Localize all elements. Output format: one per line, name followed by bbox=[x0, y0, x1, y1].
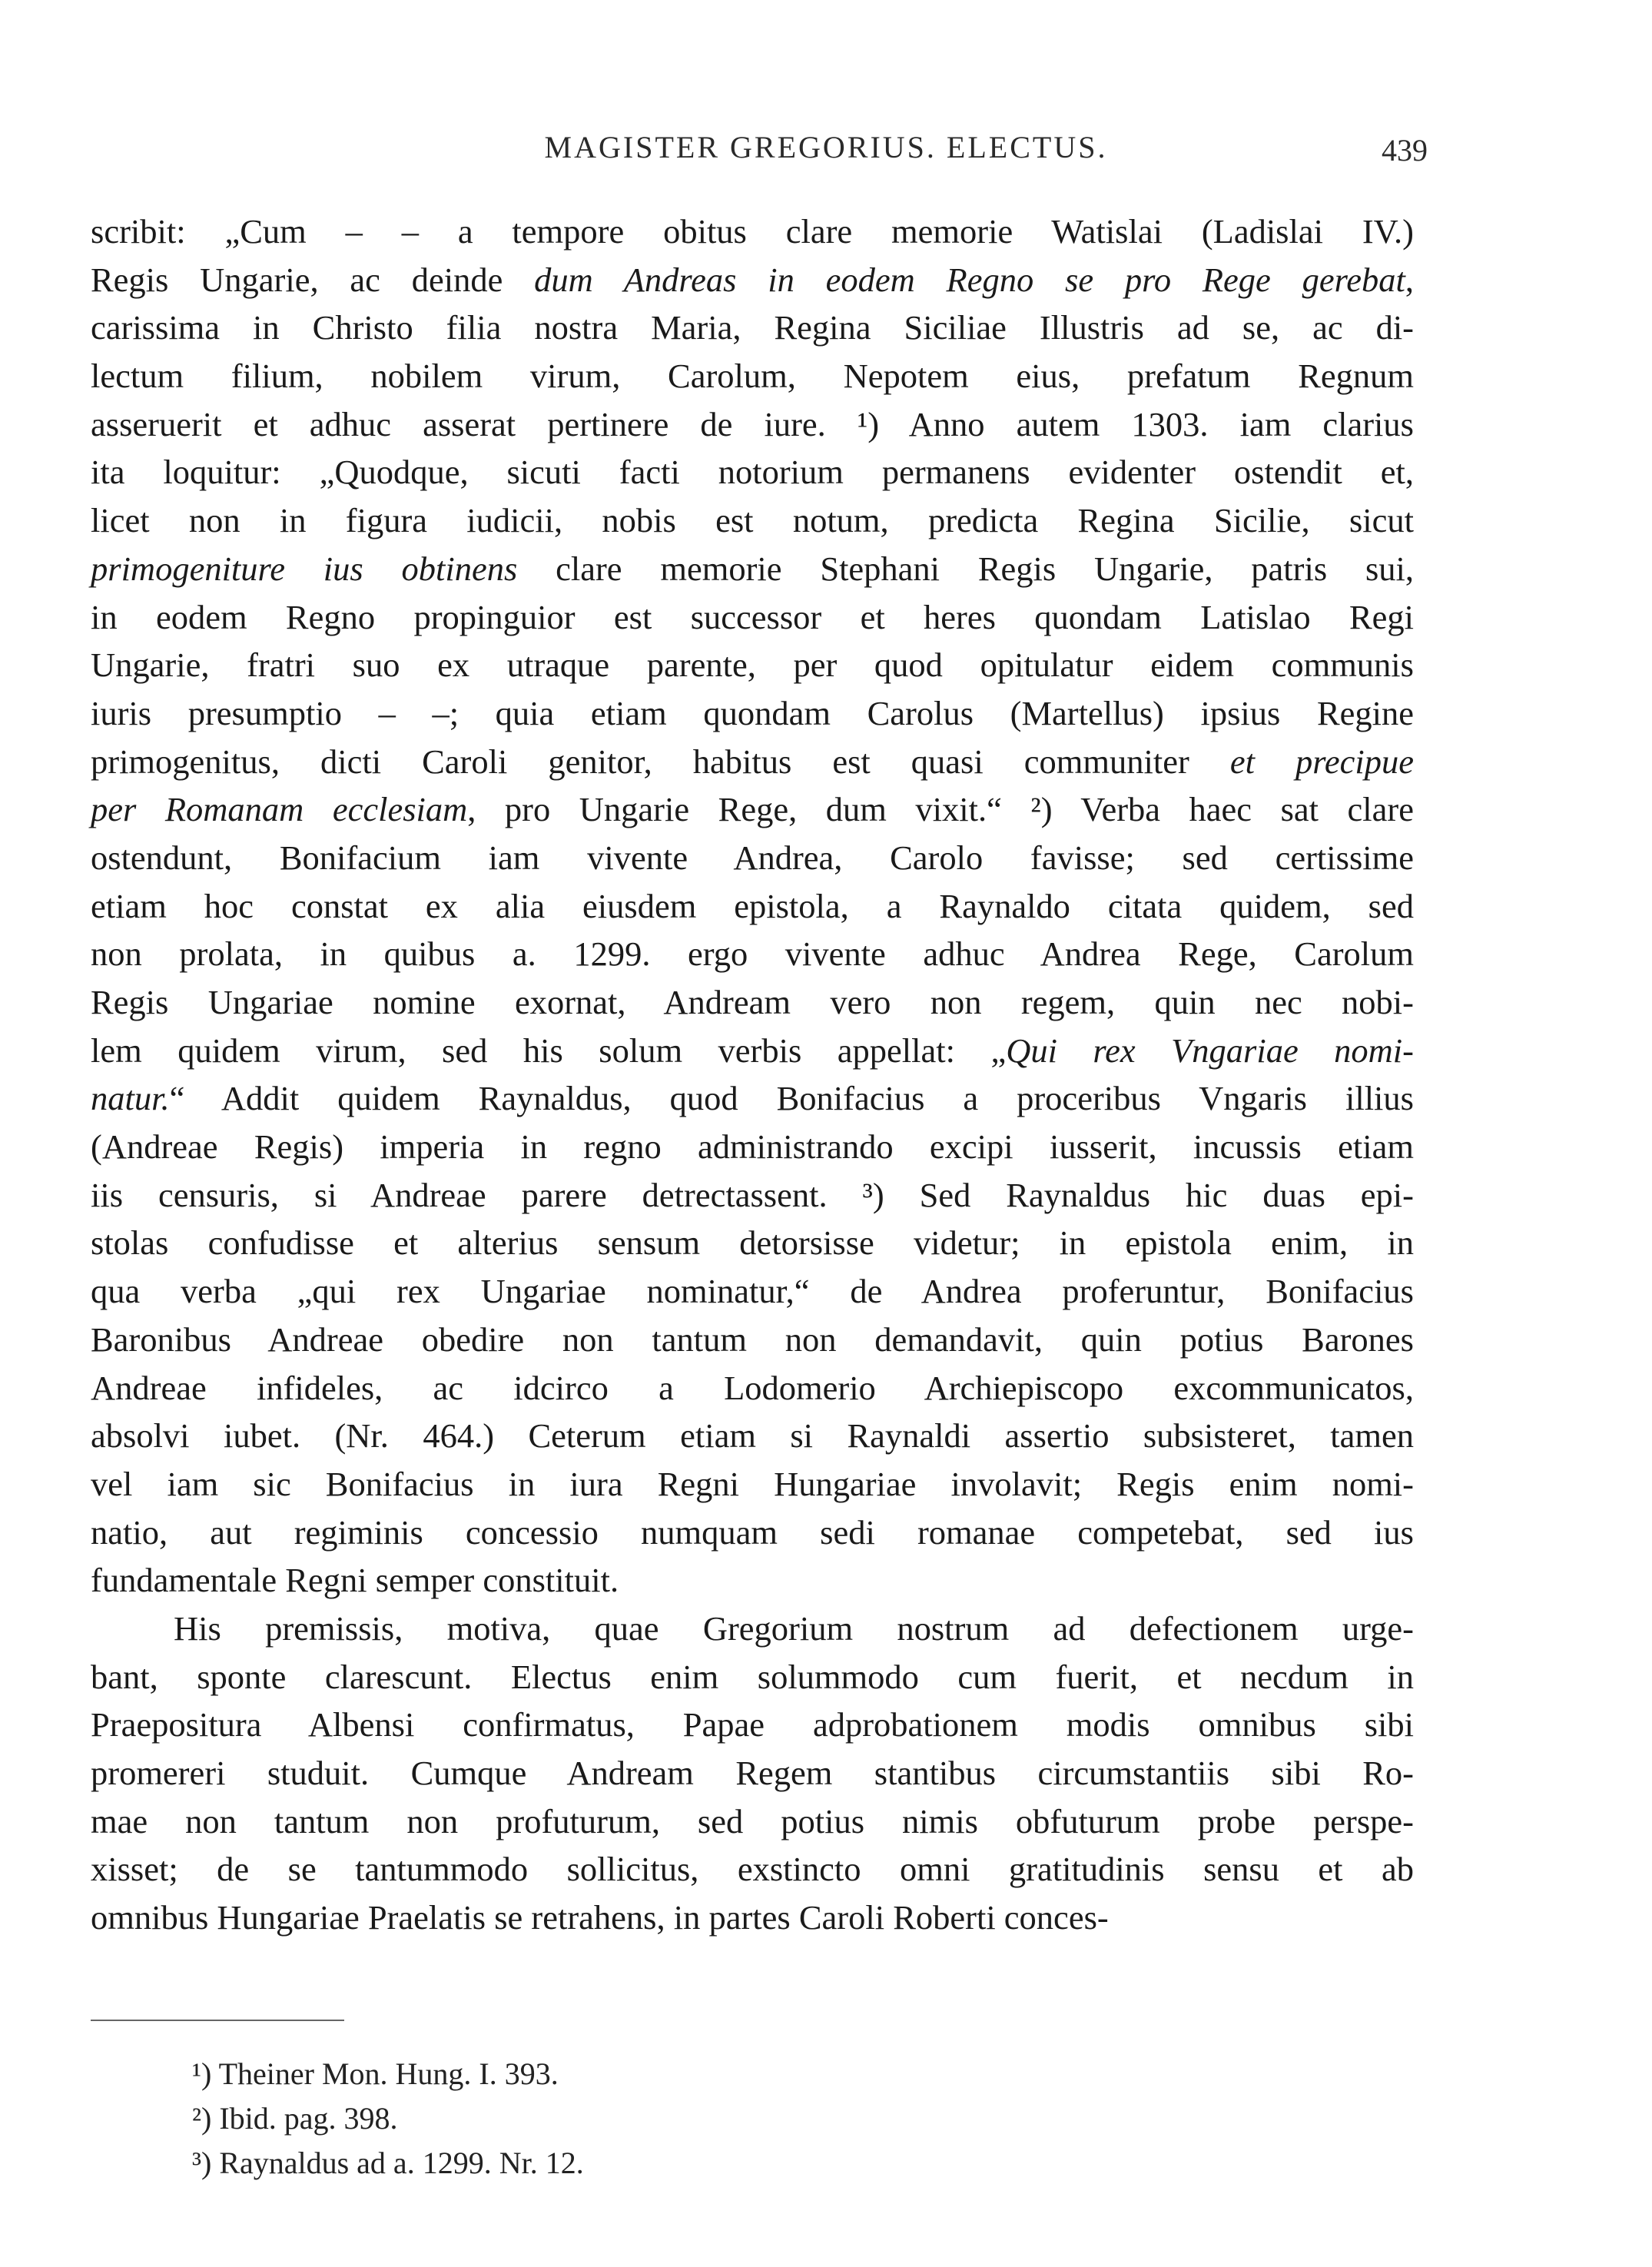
text-line: absolvi iubet. (Nr. 464.) Ceterum etiam si Raynaldi assertio subsisteret, tamen bbox=[91, 1416, 1414, 1455]
text-line: fundamentale Regni semper constituit. bbox=[91, 1561, 619, 1600]
text-line: natio, aut regiminis concessio numquam sedi romanae competebat, sed ius bbox=[91, 1512, 1414, 1552]
footnote: ³) Raynaldus ad a. 1299. Nr. 12. bbox=[192, 2146, 584, 2180]
footnote-divider bbox=[91, 2020, 344, 2021]
footnotes bbox=[192, 2052, 584, 2186]
text-line: Baronibus Andreae obedire non tantum non demandavit, quin potius Barones bbox=[91, 1319, 1414, 1359]
text-line: ostendunt, Bonifacium iam vivente Andrea, Carolo favisse; sed certissime bbox=[91, 838, 1414, 877]
page-number: 439 bbox=[1382, 133, 1428, 168]
text-line: Regis Ungarie, ac deinde dum Andreas in eodem Regno se pro Rege gerebat, bbox=[91, 260, 1415, 299]
text-line: asseruerit et adhuc asserat pertinere de iure. ¹) Anno autem 1303. iam clarius bbox=[91, 404, 1414, 443]
text-line: stolas confudisse et alterius sensum detorsisse videtur; in epistola enim, in bbox=[91, 1223, 1414, 1263]
text-line: xisset; de se tantummodo sollicitus, exstincto omni gratitudinis sensu et ab bbox=[91, 1850, 1414, 1889]
text-line: primogeniture ius obtinens clare memorie Stephani Regis Ungarie, patris sui, bbox=[91, 549, 1414, 588]
footnote: ²) Ibid. pag. 398. bbox=[192, 2101, 398, 2136]
text-line: vel iam sic Bonifacius in iura Regni Hungariae involavit; Regis enim nomi- bbox=[91, 1464, 1414, 1503]
text-line: Ungarie, fratri suo ex utraque parente, per quod opitulatur eidem communis bbox=[91, 646, 1414, 685]
text-line: Regis Ungariae nomine exornat, Andream vero non regem, quin nec nobi- bbox=[91, 983, 1414, 1021]
text-line: scribit: „Cum – – a tempore obitus clare memorie Watislai (Ladislai IV.) bbox=[91, 212, 1414, 251]
text-line: mae non tantum non profuturum, sed potius nimis obfuturum probe perspe- bbox=[91, 1801, 1414, 1840]
text-line: iuris presumptio – –; quia etiam quondam Carolus (Martellus) ipsius Regine bbox=[91, 693, 1414, 732]
text-line: promereri studuit. Cumque Andream Regem stantibus circumstantiis sibi Ro- bbox=[91, 1754, 1414, 1792]
text-line: Andreae infideles, ac idcirco a Lodomerio Archiepiscopo excommunicatos, bbox=[91, 1368, 1414, 1407]
page-header bbox=[0, 129, 1652, 175]
text-line: non prolata, in quibus a. 1299. ergo vivente adhuc Andrea Rege, Carolum bbox=[91, 934, 1414, 974]
text-line: primogenitus, dicti Caroli genitor, habitus est quasi communiter et precipue bbox=[91, 742, 1414, 781]
text-line: natur.“ Addit quidem Raynaldus, quod Bonifacius a proceribus Vngaris illius bbox=[91, 1079, 1414, 1118]
running-head: MAGISTER GREGORIUS. ELECTUS. bbox=[544, 130, 1108, 164]
text-line: bant, sponte clarescunt. Electus enim solummodo cum fuerit, et necdum in bbox=[91, 1657, 1414, 1696]
text-line: lem quidem virum, sed his solum verbis appellat: „Qui rex Vngariae nomi- bbox=[91, 1031, 1414, 1070]
text-line: His premissis, motiva, quae Gregorium nostrum ad defectionem urge- bbox=[174, 1608, 1414, 1648]
text-line: carissima in Christo filia nostra Maria, Regina Siciliae Illustris ad se, ac di- bbox=[91, 308, 1414, 347]
footnote: ¹) Theiner Mon. Hung. I. 393. bbox=[192, 2056, 559, 2091]
text-line: in eodem Regno propinguior est successor et heres quondam Latislao Regi bbox=[91, 597, 1414, 636]
text-line: Praepositura Albensi confirmatus, Papae adprobationem modis omnibus sibi bbox=[91, 1705, 1414, 1744]
text-line: per Romanam ecclesiam, pro Ungarie Rege, dum vixit.“ ²) Verba haec sat clare bbox=[91, 790, 1414, 829]
text-line: licet non in figura iudicii, nobis est notum, predicta Regina Sicilie, sicut bbox=[91, 501, 1414, 540]
text-line: etiam hoc constat ex alia eiusdem epistola, a Raynaldo citata quidem, sed bbox=[91, 886, 1414, 925]
body-text bbox=[91, 207, 1414, 1942]
text-line: lectum filium, nobilem virum, Carolum, Nepotem eius, prefatum Regnum bbox=[91, 357, 1414, 396]
text-line: ita loquitur: „Quodque, sicuti facti notorium permanens evidenter ostendit et, bbox=[91, 453, 1414, 492]
text-line: omnibus Hungariae Praelatis se retrahens, in partes Caroli Roberti conces- bbox=[91, 1898, 1109, 1937]
text-line: qua verba „qui rex Ungariae nominatur,“ de Andrea proferuntur, Bonifacius bbox=[91, 1272, 1414, 1311]
text-line: iis censuris, si Andreae parere detrectassent. ³) Sed Raynaldus hic duas epi- bbox=[91, 1175, 1414, 1214]
text-line: (Andreae Regis) imperia in regno administrando excipi iusserit, incussis etiam bbox=[91, 1127, 1414, 1167]
